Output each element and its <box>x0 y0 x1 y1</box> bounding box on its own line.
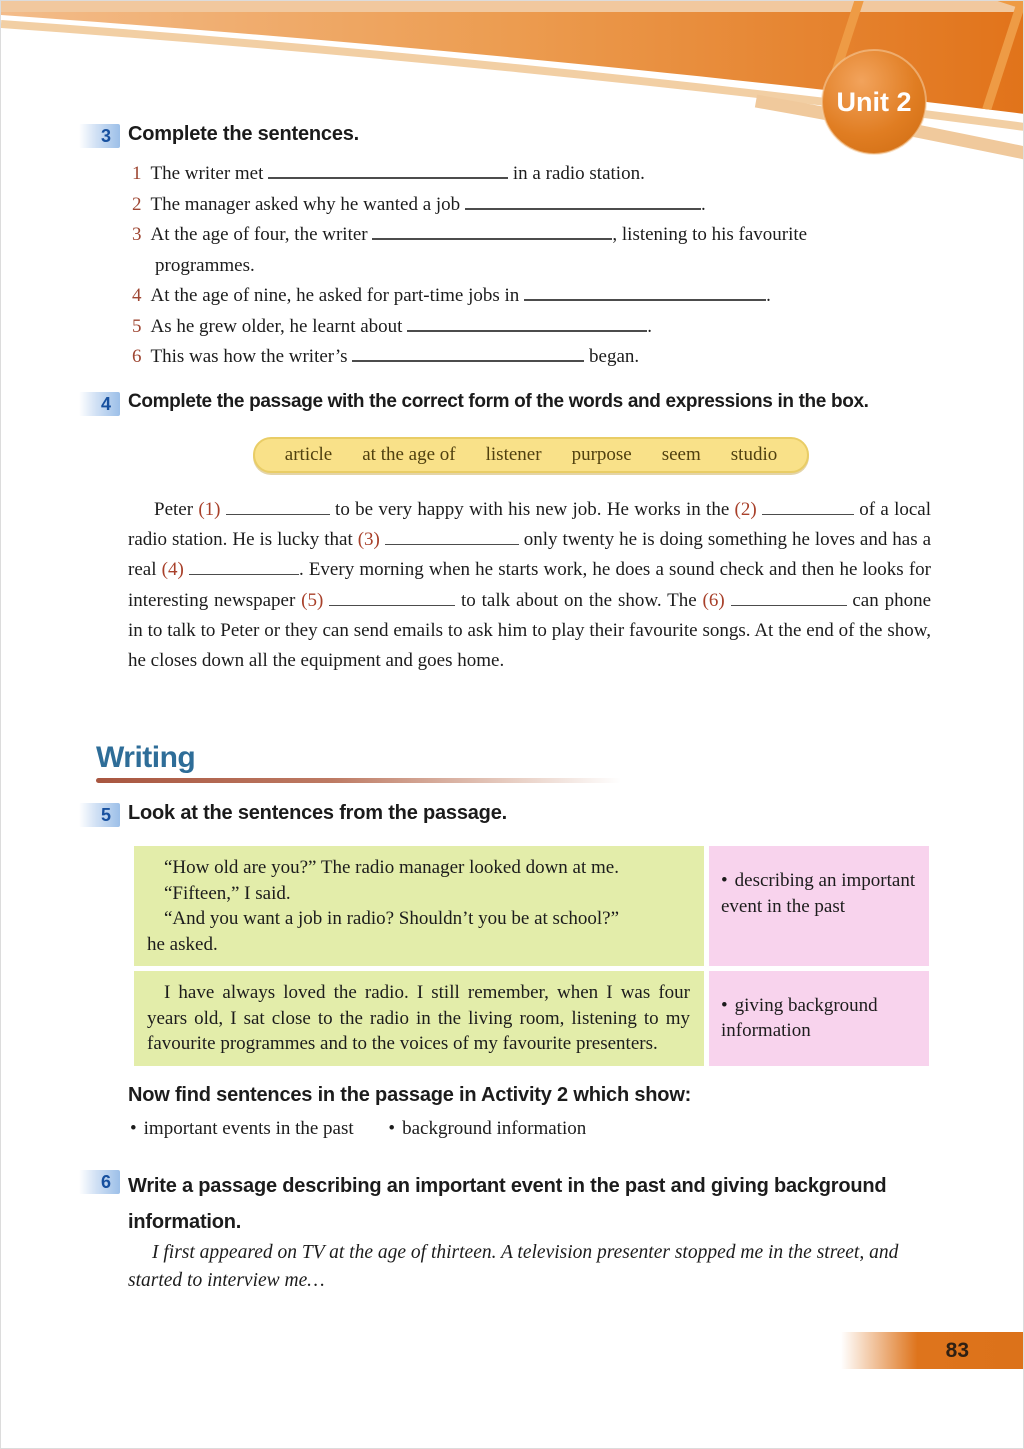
passage-text: to be very happy with his new job. He works in the <box>329 499 735 520</box>
table-cell-quote <box>134 846 704 966</box>
find-sentences-bullets <box>130 1118 616 1140</box>
activity3-items <box>132 159 942 373</box>
activity4-passage <box>128 495 931 676</box>
item-number: 4 <box>132 285 142 306</box>
bullet-item <box>388 1118 586 1139</box>
activity3-number-badge: 3 <box>79 124 120 148</box>
bullet-icon: • <box>130 1118 137 1139</box>
word-box-word: at the age of <box>362 444 456 465</box>
sentence-item-5 <box>132 312 942 343</box>
writing-section-rule <box>96 778 621 783</box>
blank-number: (4) <box>161 559 184 581</box>
label-text: giving background information <box>721 994 878 1042</box>
blank-line <box>189 561 299 575</box>
blank-number: (2) <box>734 499 757 520</box>
activity3-title: Complete the sentences. <box>128 123 360 145</box>
word-box-word: listener <box>485 444 542 465</box>
header-top-strip <box>1 1 1024 12</box>
passage-text: of a local radio station. He is lucky that <box>128 499 931 551</box>
activity4-title: Complete the passage with the correct form of the words and expressions in the box. <box>128 391 869 412</box>
page-header-wave <box>1 1 1024 176</box>
item-text: At the age of nine, he asked for part-time jobs in <box>150 285 520 306</box>
item-number: 1 <box>132 163 142 184</box>
blank-number: (6) <box>702 589 725 611</box>
sentence-item-6 <box>132 342 942 373</box>
blank-number: (1) <box>198 499 221 520</box>
page-number: 83 <box>945 1339 969 1362</box>
blank-line <box>762 501 854 515</box>
sentence-item-2 <box>132 190 942 221</box>
blank-line <box>352 346 584 362</box>
item-number: 2 <box>132 193 142 215</box>
item-text: , listening to his favourite <box>612 224 808 245</box>
activity6-example: I first appeared on TV at the age of thirteen. A television presenter stopped me in the street, and started to interview me… <box>128 1242 899 1291</box>
table-cell-quote <box>134 971 704 1066</box>
item-text: began. <box>589 346 640 367</box>
quote-line: “How old are you?” The radio manager looked down at me. <box>164 857 619 878</box>
activity6-number-badge: 6 <box>79 1170 120 1194</box>
blank-line <box>268 163 508 179</box>
bullet-icon: • <box>721 870 728 891</box>
sentence-item-1 <box>132 159 942 190</box>
blank-line <box>407 316 647 332</box>
bullet-text: important events in the past <box>143 1118 354 1139</box>
bullet-icon: • <box>388 1118 396 1139</box>
blank-number: (5) <box>301 589 324 611</box>
activity5-title: Look at the sentences from the passage. <box>128 802 507 824</box>
blank-line <box>731 592 847 606</box>
blank-line <box>329 592 455 606</box>
item-text: The writer met <box>150 163 264 184</box>
word-box-word: seem <box>661 444 701 465</box>
item-number: 3 <box>132 224 142 245</box>
item-text: As he grew older, he learnt about <box>150 315 403 337</box>
word-box-word: purpose <box>571 444 632 465</box>
activity5-number-badge: 5 <box>79 803 120 827</box>
sentence-item-3 <box>132 220 942 281</box>
activity6-title: Write a passage describing an important event in the past and giving background information. <box>128 1175 887 1233</box>
blank-line <box>385 531 519 545</box>
activity4-number-badge: 4 <box>79 392 120 416</box>
bullet-item <box>130 1118 354 1139</box>
writing-section-title: Writing <box>96 741 196 774</box>
unit-badge-label: Unit 2 <box>836 87 912 117</box>
item-number: 5 <box>132 315 142 337</box>
sentence-analysis-table <box>134 846 929 1066</box>
bullet-icon: • <box>721 994 728 1016</box>
label-text: describing an important event in the past <box>721 870 916 917</box>
item-text: The manager asked why he wanted a job <box>150 193 461 215</box>
table-cell-label <box>709 846 929 966</box>
passage-text: only twenty he is doing something he loves and has a real <box>128 529 932 581</box>
item-text: . <box>700 193 706 215</box>
blank-line <box>524 285 766 301</box>
passage-text: to talk about on the show. The <box>455 589 703 611</box>
table-cell-label <box>709 971 929 1066</box>
item-text: in a radio station. <box>512 163 645 184</box>
blank-line <box>465 194 701 210</box>
blank-line <box>372 224 612 240</box>
word-box-word: studio <box>730 444 778 465</box>
quote-line: “Fifteen,” I said. <box>164 882 291 904</box>
item-text: . <box>647 315 652 337</box>
page-number-bar <box>841 1332 1023 1369</box>
quote-paragraph: I have always loved the radio. I still remember, when I was four years old, I sat close to the radio in the living room, listening to my favourite programmes and to the voices of my favourite presenters. <box>147 982 690 1054</box>
word-box <box>253 437 809 473</box>
quote-line: “And you want a job in radio? Shouldn’t you be at school?” <box>164 908 620 929</box>
find-sentences-title: Now find sentences in the passage in Activity 2 which show: <box>128 1084 692 1106</box>
passage-text: . Every morning when he starts work, he does a sound check and then he looks for interesting newspaper <box>128 559 931 611</box>
item-number: 6 <box>132 346 142 367</box>
blank-number: (3) <box>357 529 380 551</box>
blank-line <box>226 501 330 515</box>
item-text: . <box>766 285 771 306</box>
passage-text: can phone in to talk to Peter or they can send emails to ask him to play their favourite songs. At the end of the show, he closes down all the equipment and goes home. <box>128 589 932 672</box>
sentence-item-4 <box>132 281 942 312</box>
item-text-continuation: programmes. <box>155 254 255 276</box>
word-box-word: article <box>284 444 333 465</box>
bullet-text: background information <box>402 1118 587 1139</box>
passage-text: Peter <box>154 499 199 520</box>
item-text: At the age of four, the writer <box>150 224 368 245</box>
item-text: This was how the writer’s <box>150 346 348 367</box>
quote-line: he asked. <box>147 933 218 955</box>
